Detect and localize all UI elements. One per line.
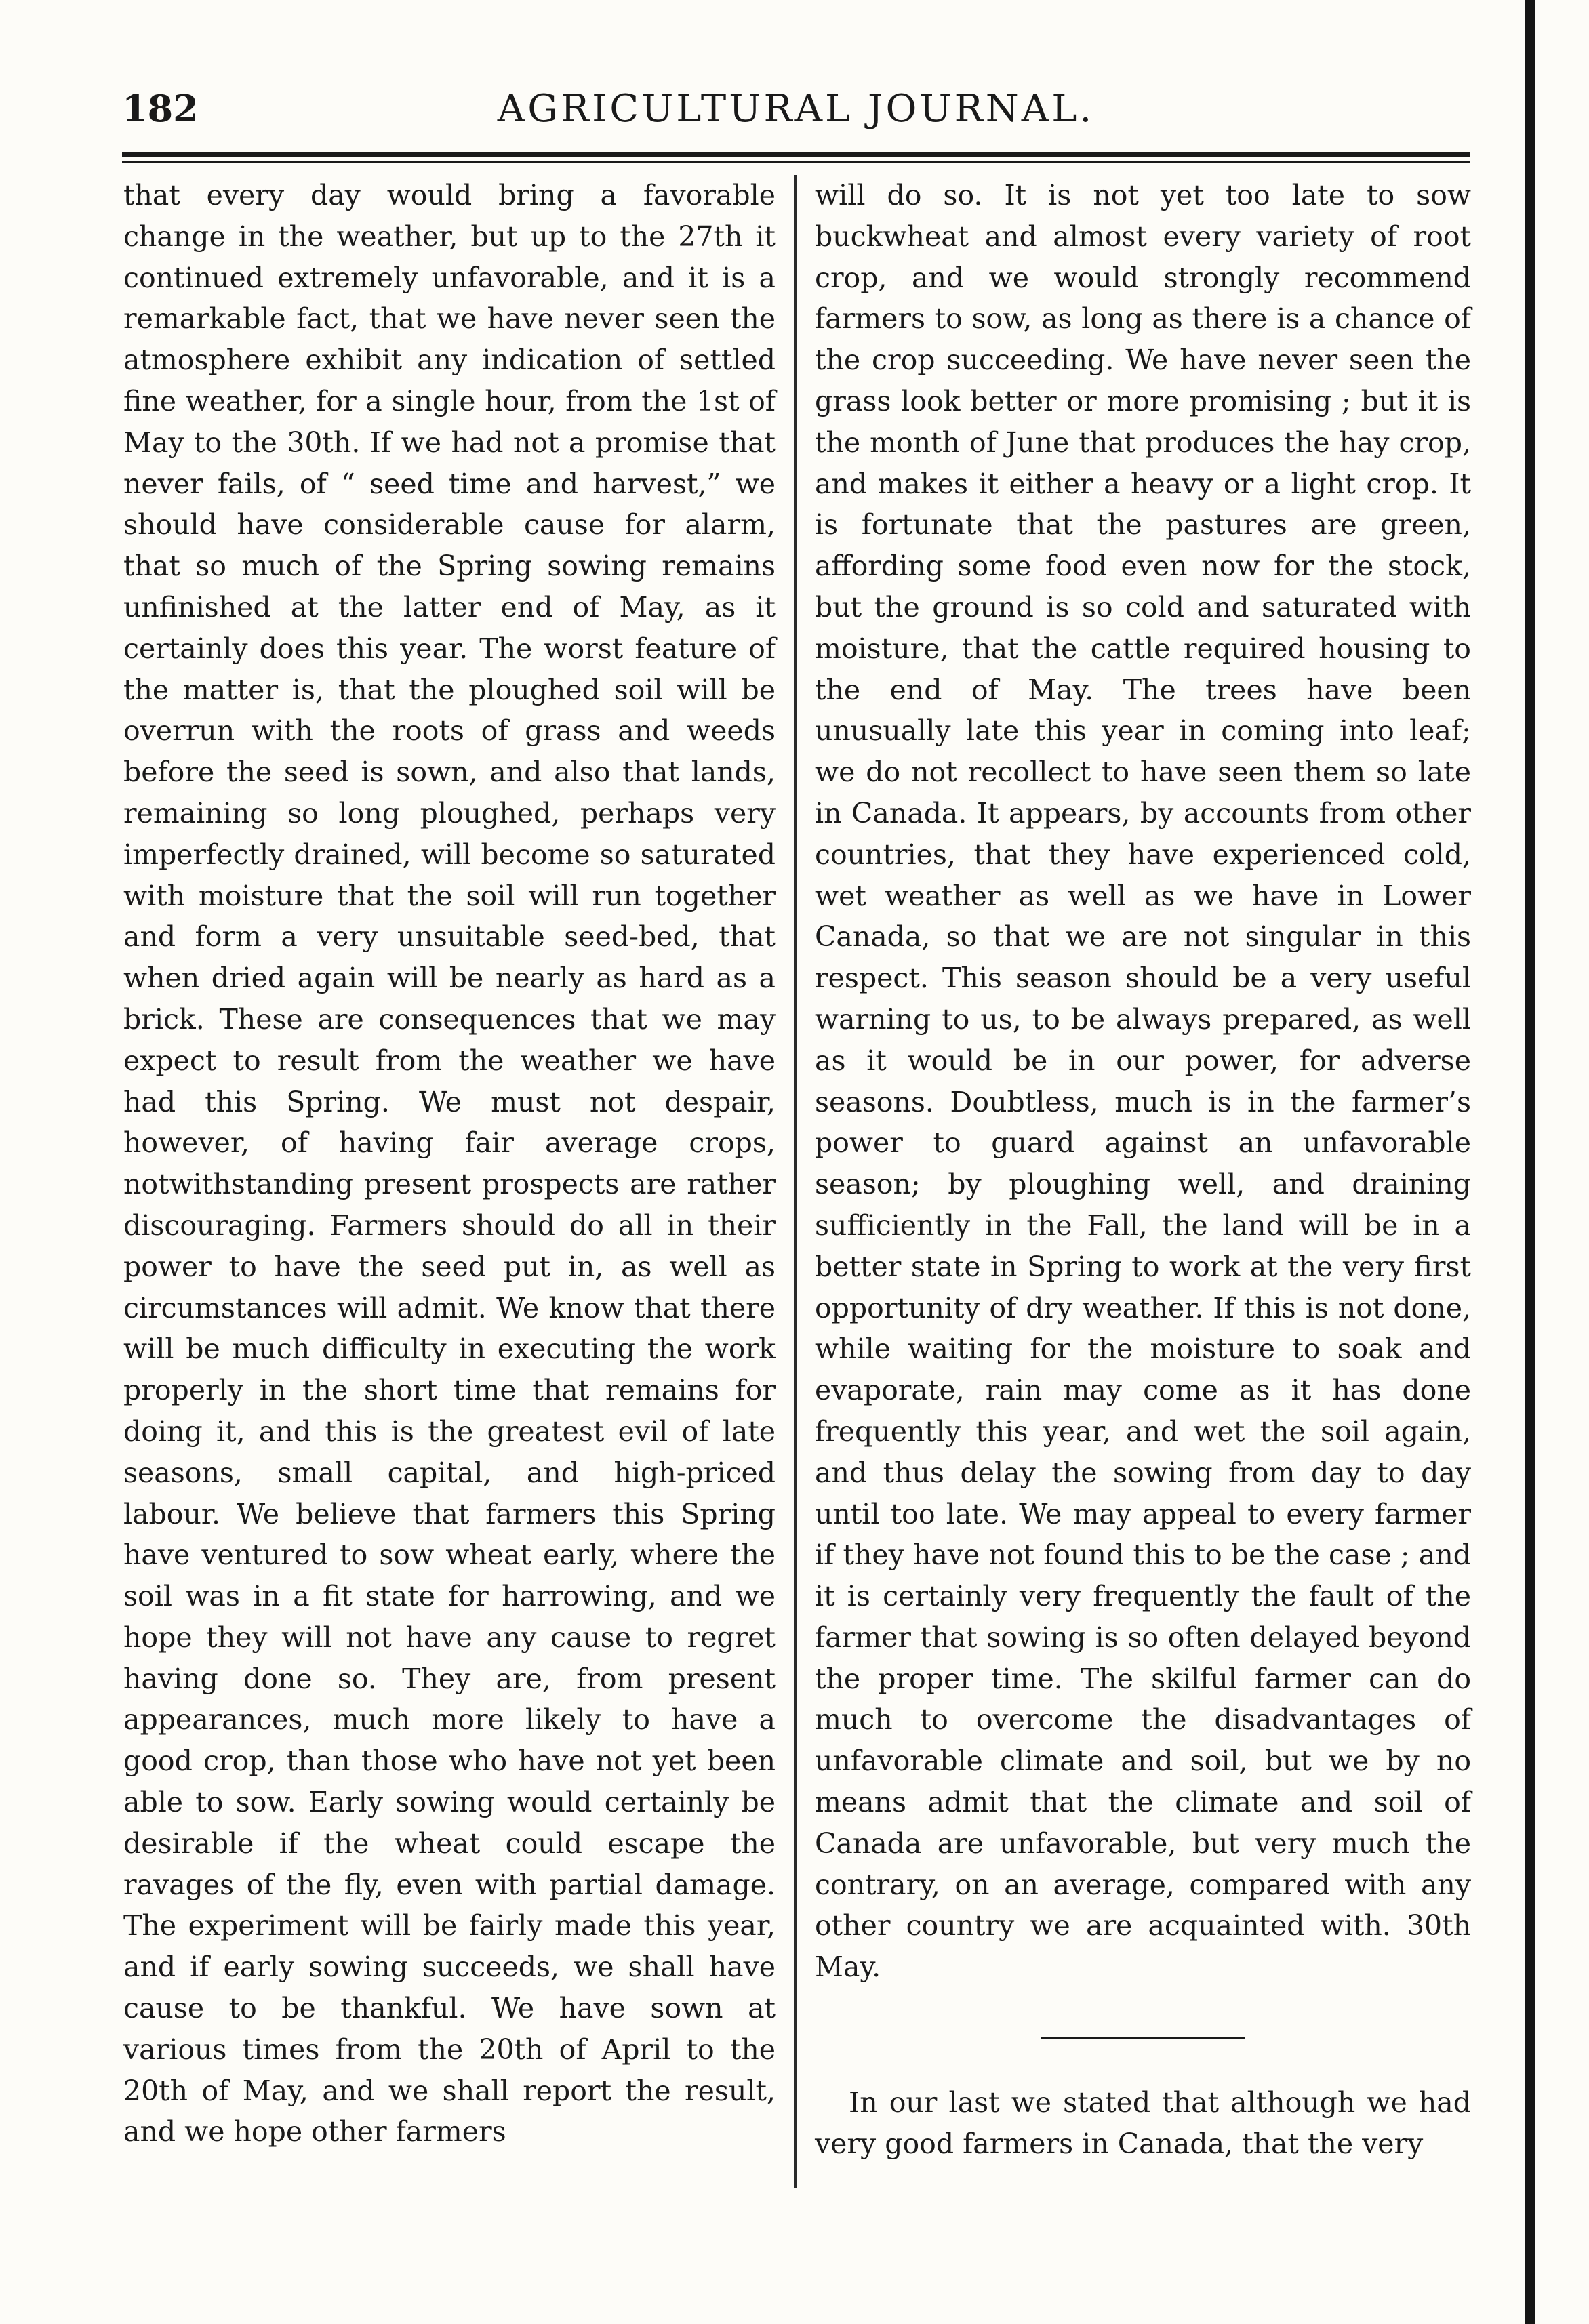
right-column-text: will do so. It is not yet too late to sow buckwheat and almost every variety of root crop, and we would strongly recommend farmers to sow, as long as there is a chance of the crop succeeding. We have never seen the grass look better or more promising ; but it is the month of June that produces the hay crop, and makes it either a heavy or a light crop. It is fortunate that the pastures are green, affording some food even now for the stock, but the ground is so cold and saturated with moisture, that the cattle required housing to the end of May. The trees have been unusually late this year in coming into leaf; we do not recollect to have seen them so late in Canada. It appears, by accounts from other countries, that they have experienced cold, wet weather as well as we have in Lower Canada, so that we are not singular in this respect. This season should be a very useful warning to us, to be always prepared, as well as it would be in our power, for adverse seasons. Doubtless, much is in the farmer’s power to guard against an unfavorable season; by ploughing well, and draining sufficiently in the Fall, the land will be in a better state in Spring to work at the very first opportunity of dry weather. If this is not done, while waiting for the moisture to soak and evaporate, rain may come as it has done frequently this year, and wet the soil again, and thus delay the sowing from day to day until too late. We may appeal to every farmer if they have not found this to be the case ; and it is certainly very frequently the fault of the farmer that sowing is so often delayed beyond the proper time. The skilful farmer can do much to overcome the disadvantages of unfavorable climate and soil, but we by no means admit that the climate and soil of Canada are unfavorable, but very much the contrary, on an average, compared with any other country we are acquainted with. 30th May.: [815, 179, 1471, 1984]
page-header: [122, 87, 1470, 141]
header-rule-thick: [122, 152, 1470, 157]
right-column: [815, 175, 1471, 2165]
page-number: 182: [122, 87, 199, 130]
section-separator: [1041, 2037, 1245, 2039]
running-title: AGRICULTURAL JOURNAL.: [497, 87, 1095, 131]
next-article-text: In our last we stated that although we had very good farmers in Canada, that the very: [815, 2086, 1471, 2160]
header-rule-thin: [122, 161, 1470, 163]
left-column-text: that every day would bring a favorable change in the weather, but up to the 27th it continued extremely unfavorable, and it is a remarkable fact, that we have never seen the atmosphere exhibit any indication of settled fine weather, for a single hour, from the 1st of May to the 30th. If we had not a promise that never fails, of “ seed time and harvest,” we should have considerable cause for alarm, that so much of the Spring sowing remains unfinished at the latter end of May, as it certainly does this year. The worst feature of the matter is, that the ploughed soil will be overrun with the roots of grass and weeds before the seed is sown, and also that lands, remaining so long ploughed, perhaps very imperfectly drained, will become so saturated with moisture that the soil will run together and form a very unsuitable seed-bed, that when dried again will be nearly as hard as a brick. These are consequences that we may expect to result from the weather we have had this Spring. We must not despair, however, of having fair average crops, notwithstanding present prospects are rather discouraging. Farmers should do all in their power to have the seed put in, as well as circumstances will admit. We know that there will be much difficulty in executing the work properly in the short time that remains for doing it, and this is the greatest evil of late seasons, small capital, and high-priced labour. We believe that farmers this Spring have ventured to sow wheat early, where the soil was in a fit state for harrowing, and we hope they will not have any cause to regret having done so. They are, from present appearances, much more likely to have a good crop, than those who have not yet been able to sow. Early sowing would certainly be desirable if the wheat could escape the ravages of the fly, even with partial damage. The experiment will be fairly made this year, and if early sowing succeeds, we shall have cause to be thankful. We have sown at various times from the 20th of April to the 20th of May, and we shall report the result, and we hope other farmers: [123, 179, 776, 2148]
left-column: [123, 175, 776, 2153]
page-edge-shadow: [1525, 0, 1535, 2324]
column-divider: [794, 175, 797, 2188]
